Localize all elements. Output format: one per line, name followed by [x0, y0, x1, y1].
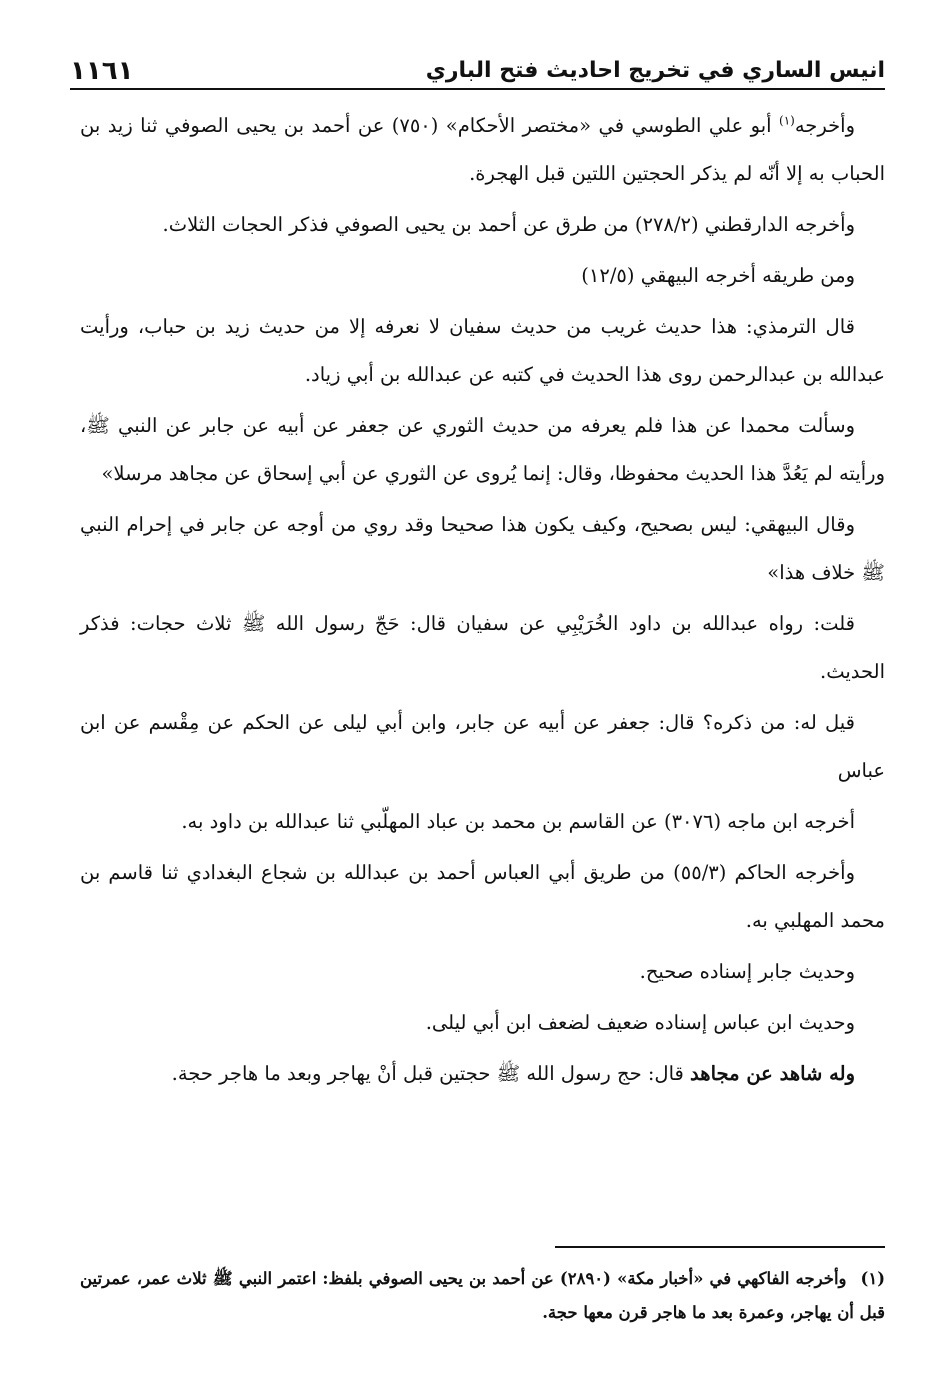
- main-text: [80, 102, 885, 1101]
- footnote-reference[interactable]: (١): [779, 113, 795, 128]
- paragraph-11: وحديث جابر إسناده صحيح.: [639, 960, 855, 983]
- paragraph-2: وأخرجه الدارقطني (٢٧٨/٢) من طرق عن أحمد بن يحيى الصوفي فذكر الحجات الثلاث.: [162, 213, 855, 236]
- footnote-number: (١): [860, 1269, 885, 1288]
- paragraph-7: قلت: رواه عبدالله بن داود الخُرَيْبِي عن سفيان قال: حَجّ رسول الله ﷺ ثلاث حجات: فذكر الحديث.: [80, 612, 885, 683]
- paragraph-13: [80, 1050, 885, 1098]
- paragraph-1: [80, 102, 885, 198]
- paragraph-3: ومن طريقه أخرجه البيهقي (١٢/٥): [581, 264, 855, 287]
- bold-lead: وله شاهد عن مجاهد: [690, 1062, 855, 1085]
- paragraph-10: وأخرجه الحاكم (٥٥/٣) من طريق أبي العباس أحمد بن عبدالله بن شجاع البغدادي ثنا قاسم بن محمد المهلبي به.: [80, 861, 885, 932]
- header-divider: [70, 88, 885, 90]
- paragraph-5: وسألت محمدا عن هذا فلم يعرفه من حديث الثوري عن جعفر عن أبيه عن جابر عن النبي ﷺ، ورأيته لم يَعُدَّ هذا الحديث محفوظا، وقال: إنما يُروى عن الثوري عن أبي إسحاق عن مجاهد مرسلا»: [80, 414, 885, 485]
- page-header: [70, 44, 885, 86]
- paragraph-8: قيل له: من ذكره؟ قال: جعفر عن أبيه عن جابر، وابن أبي ليلى عن الحكم عن مِقْسم عن ابن عباس: [80, 711, 885, 782]
- running-title: انيس الساري في تخريج احاديث فتح الباري: [425, 58, 885, 83]
- footnote-text: وأخرجه الفاكهي في «أخبار مكة» (٢٨٩٠) عن أحمد بن يحيى الصوفي بلفظ: اعتمر النبي ﷺ ثلاث عمر، عمرتين قبل أن يهاجر، وعمرة بعد ما هاجر قرن معها حجة.: [80, 1269, 885, 1322]
- paragraph-4: قال الترمذي: هذا حديث غريب من حديث سفيان لا نعرفه إلا من حديث زيد بن حباب، ورأيت عبدالله بن عبدالرحمن روى هذا الحديث في كتبه عن عبدالله بن أبي زياد.: [80, 315, 885, 386]
- footnote-divider: [555, 1246, 885, 1248]
- paragraph-text: قال: حج رسول الله ﷺ حجتين قبل أنْ يهاجر وبعد ما هاجر حجة.: [171, 1062, 691, 1085]
- paragraph-text: وأخرجه: [794, 114, 855, 137]
- paragraph-text: أبو علي الطوسي في «مختصر الأحكام» (٧٥٠) عن أحمد بن يحيى الصوفي ثنا زيد بن الحباب به إلا أنّه لم يذكر الحجتين اللتين قبل الهجرة.: [80, 114, 885, 185]
- paragraph-9: أخرجه ابن ماجه (٣٠٧٦) عن القاسم بن محمد بن عباد المهلّبي ثنا عبدالله بن داود به.: [181, 810, 855, 833]
- paragraph-6: وقال البيهقي: ليس بصحيح، وكيف يكون هذا صحيحا وقد روي من أوجه عن جابر في إحرام النبي ﷺ خلاف هذا»: [80, 513, 885, 584]
- footnote: [80, 1262, 885, 1330]
- paragraph-12: وحديث ابن عباس إسناده ضعيف لضعف ابن أبي ليلى.: [425, 1011, 855, 1034]
- page-number: ١١٦١: [70, 56, 134, 86]
